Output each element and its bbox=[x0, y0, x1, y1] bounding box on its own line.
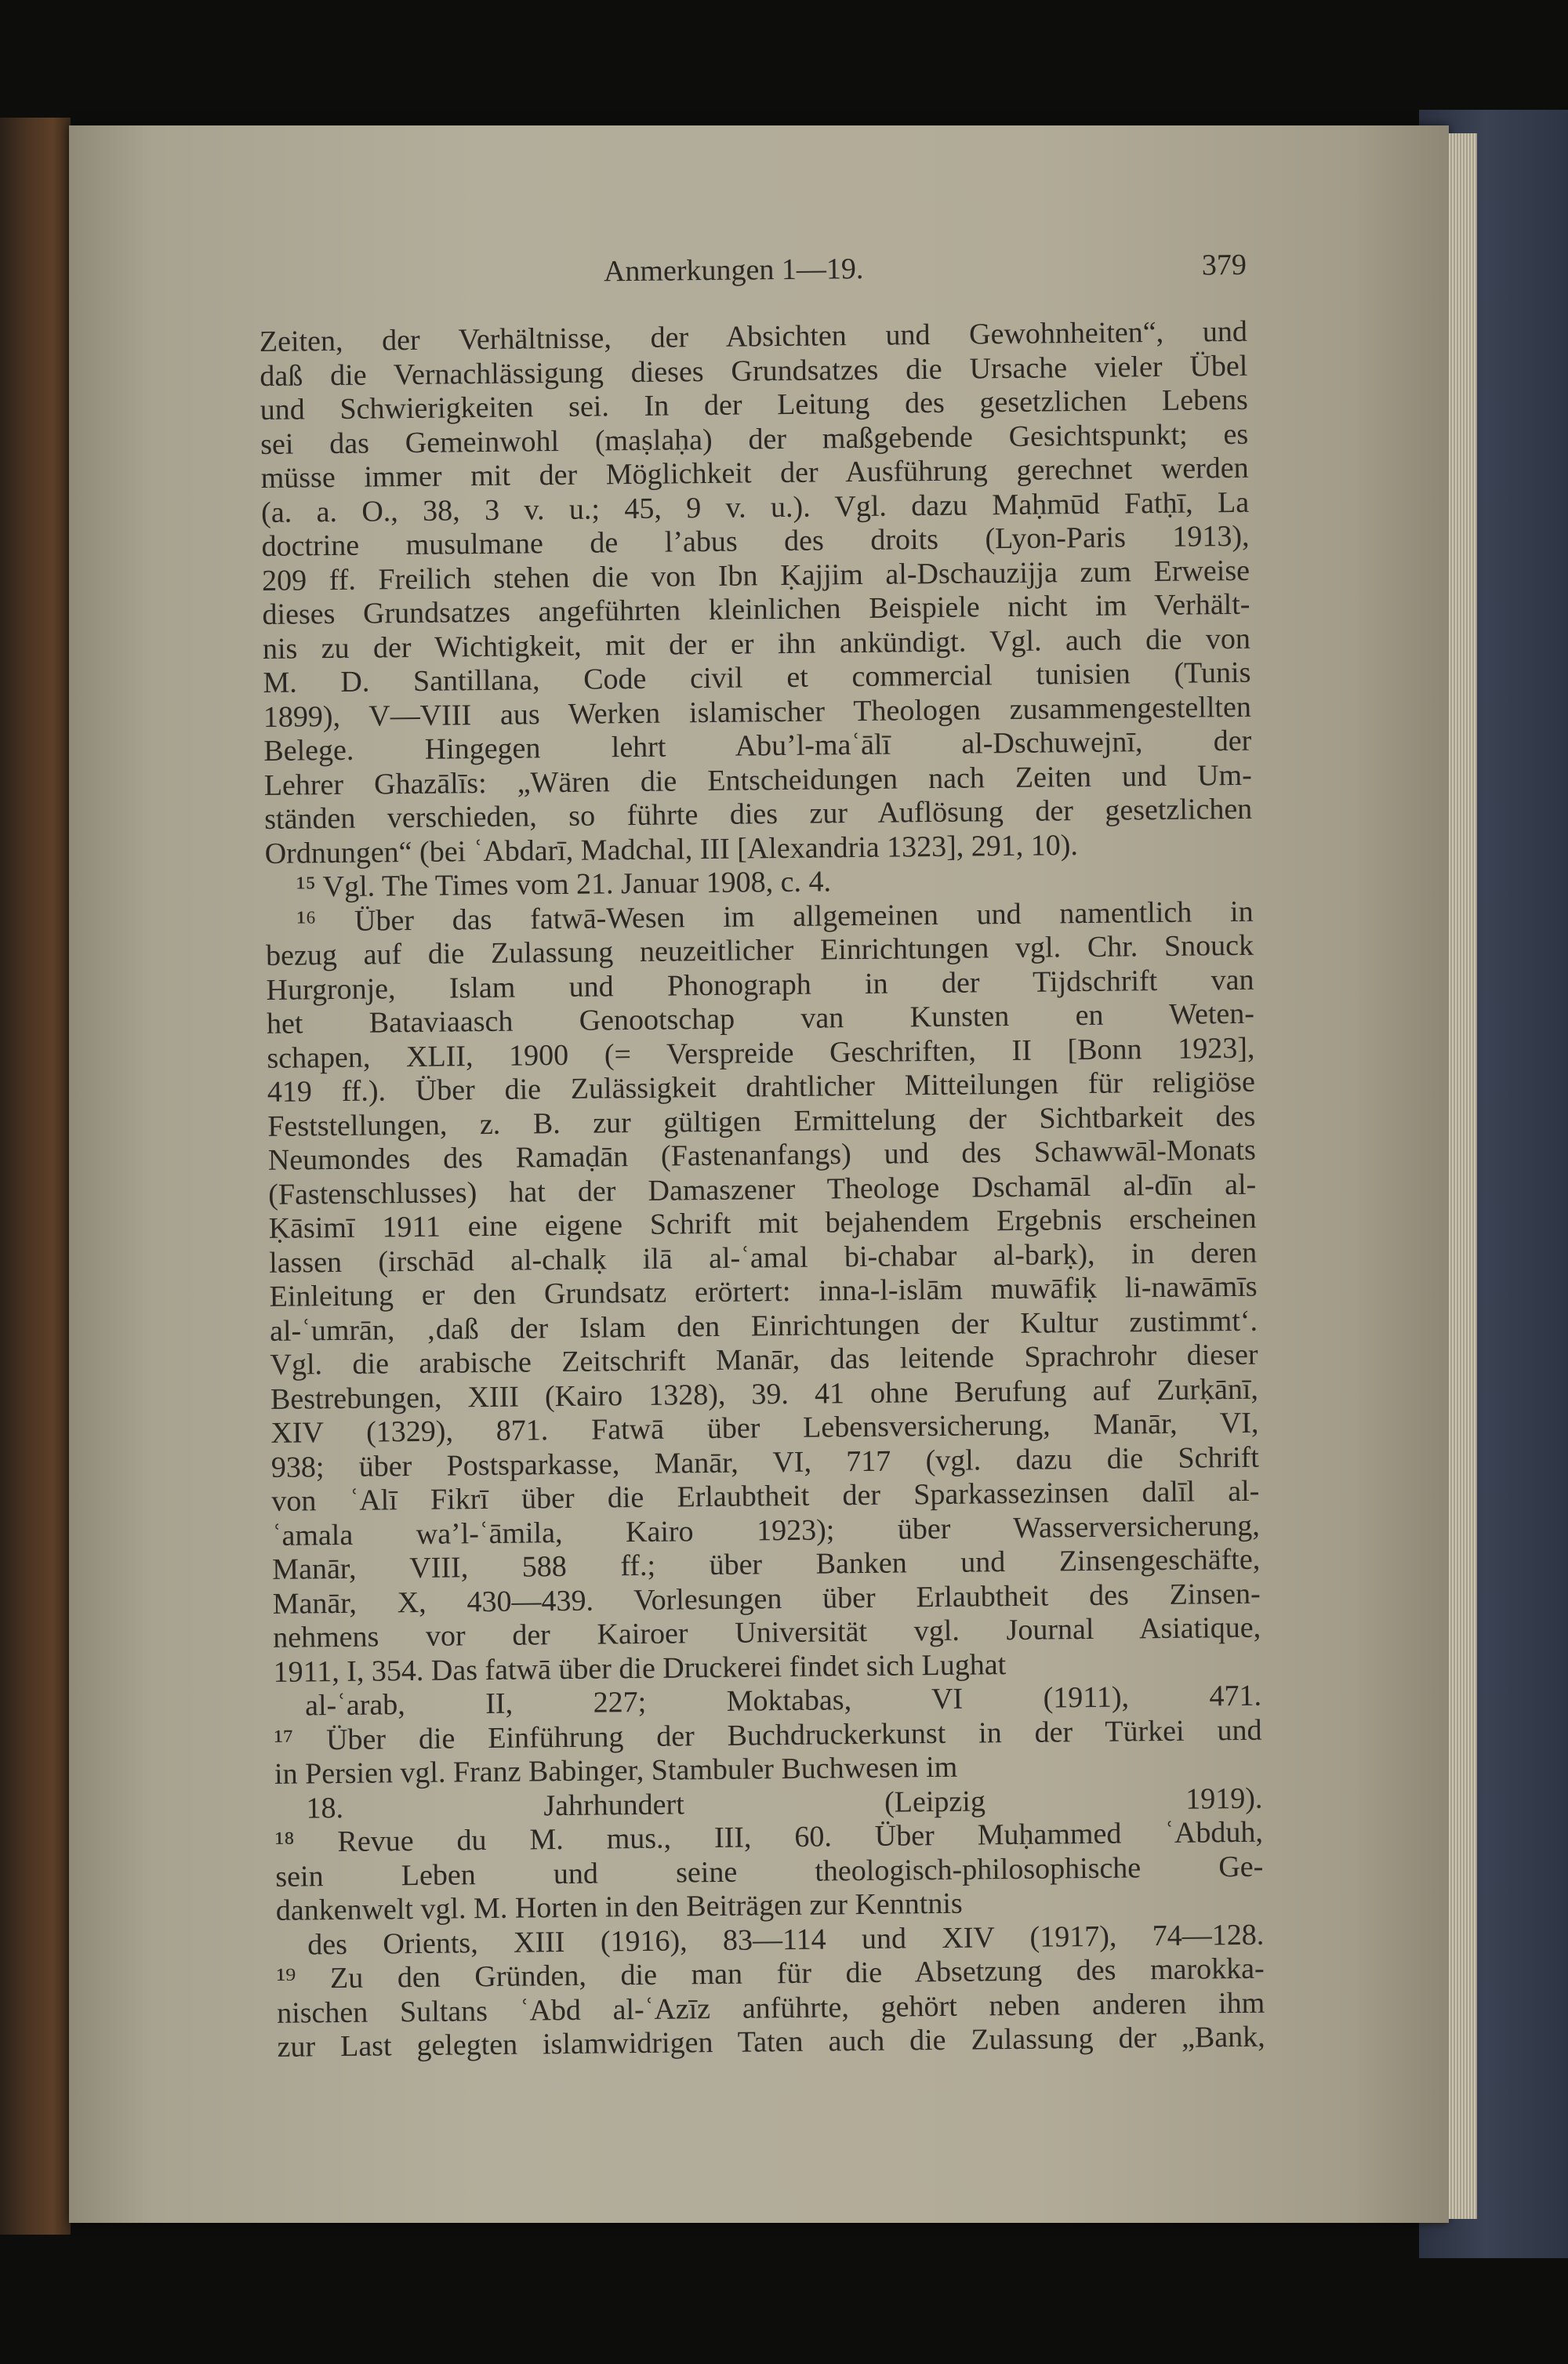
text-line: Lehrer Ghazālīs: „Wären die Entscheidungen nach Zeiten und Um- bbox=[263, 758, 1252, 802]
text-line: Hurgronje, Islam und Phonograph in der Tijdschrift van bbox=[266, 963, 1254, 1007]
text-line: ʿamala wa’l-ʿāmila, Kairo 1923); über Wasserversicherung, bbox=[271, 1509, 1260, 1552]
text-line: nis zu der Wichtigkeit, mit der er ihn ankündigt. Vgl. auch die von bbox=[262, 622, 1251, 666]
text-line: in Persien vgl. Franz Babinger, Stambuler Buchwesen im bbox=[274, 1750, 958, 1791]
text-line: 209 ff. Freilich stehen die von Ibn Ḳajjim al-Dschauzijja zum Erweise bbox=[261, 554, 1250, 597]
text-line: nehmens vor der Kairoer Universität vgl. Journal Asiatique, bbox=[272, 1610, 1261, 1654]
page-text-block bbox=[257, 115, 1265, 2064]
text-line: Manār, X, 430—439. Vorlesungen über Erlaubtheit des Zinsen- bbox=[272, 1577, 1261, 1621]
text-line: het Bataviaasch Genootschap van Kunsten en Weten- bbox=[266, 997, 1255, 1040]
book-cover-left bbox=[0, 118, 71, 2235]
text-line: Vgl. die arabische Zeitschrift Manār, das leitende Sprachrohr dieser bbox=[270, 1338, 1258, 1382]
footnote-body bbox=[260, 315, 1265, 2065]
text-line: Manār, VIII, 588 ff.; über Banken und Zinsengeschäfte, bbox=[272, 1542, 1261, 1586]
text-line: Belege. Hingegen lehrt Abu’l-maʿālī al-Dschuwejnī, der bbox=[263, 724, 1252, 768]
text-line: ¹⁸ Revue du M. mus., III, 60. Über Muḥammed ʿAbduh, bbox=[274, 1815, 1264, 1859]
text-line: nischen Sultans ʿAbd al-ʿAzīz anführte, gehört neben anderen ihm bbox=[276, 1986, 1265, 2030]
running-title: Anmerkungen 1—19. bbox=[603, 252, 864, 289]
text-line: schapen, XLII, 1900 (= Verspreide Geschriften, II [Bonn 1923], bbox=[267, 1031, 1255, 1075]
text-line: dankenwelt vgl. M. Horten in den Beiträgen zur Kenntnis bbox=[275, 1886, 963, 1927]
text-line: bezug auf die Zulassung neuzeitlicher Einrichtungen vgl. Chr. Snouck bbox=[265, 928, 1254, 972]
text-line: ¹⁷ Über die Einführung der Buchdruckerkunst in der Türkei und bbox=[274, 1713, 1262, 1757]
text-line: Ordnungen“ (bei ʿAbdarī, Madchal, III [Alexandria 1323], 291, 10). bbox=[264, 828, 1079, 870]
text-line: des Orients, XIII (1916), 83—114 und XIV (1917), 74—128. bbox=[307, 1918, 1265, 1961]
text-line: (a. a. O., 38, 3 v. u.; 45, 9 v. u.). Vgl. dazu Maḥmūd Fatḥī, La bbox=[260, 485, 1250, 529]
text-line: Bestrebungen, XIII (Kairo 1328), 39. 41 ohne Berufung auf Zurḳānī, bbox=[270, 1372, 1259, 1416]
text-line: lassen (irschād al-chalḳ ilā al-ʿamal bi-chabar al-barḳ), in deren bbox=[268, 1236, 1258, 1280]
text-line: von ʿAlī Fikrī über die Erlaubtheit der Sparkassezinsen dalīl al- bbox=[271, 1474, 1260, 1518]
text-line: doctrine musulmane de l’abus des droits (Lyon-Paris 1913), bbox=[261, 519, 1250, 563]
text-line: 938; über Postsparkasse, Manār, VI, 717 (vgl. dazu die Schrift bbox=[270, 1440, 1260, 1484]
text-line: Einleitung er den Grundsatz erörtert: inna-l-islām muwāfiḳ li-nawāmīs bbox=[269, 1269, 1258, 1313]
text-line: Neumondes des Ramaḍān (Fastenanfangs) und des Schawwāl-Monats bbox=[267, 1133, 1256, 1177]
text-line: 419 ff.). Über die Zulässigkeit drahtlicher Mitteilungen für religiöse bbox=[267, 1065, 1256, 1109]
text-line: sein Leben und seine theologisch-philosophische Ge- bbox=[275, 1850, 1264, 1894]
text-line: müsse immer mit der Möglichkeit der Ausführung gerechnet werden bbox=[260, 451, 1249, 495]
book-page bbox=[69, 125, 1449, 2223]
text-line: ¹⁶ Über das fatwā-Wesen im allgemeinen und namentlich in bbox=[296, 895, 1254, 939]
page-number: 379 bbox=[1201, 248, 1247, 282]
text-line: 1899), V—VIII aus Werken islamischer Theologen zusammengestellten bbox=[263, 690, 1252, 734]
text-line: M. D. Santillana, Code civil et commercial tunisien (Tunis bbox=[263, 655, 1251, 699]
text-line: Feststellungen, z. B. zur gültigen Ermittelung der Sichtbarkeit des bbox=[267, 1099, 1256, 1143]
text-line: 18. Jahrhundert (Leipzig 1919). bbox=[306, 1781, 1263, 1825]
text-line: (Fastenschlusses) hat der Damaszener Theologe Dschamāl al-dīn al- bbox=[268, 1167, 1257, 1211]
text-line: al-ʿarab, II, 227; Moktabas, VI (1911), 471. bbox=[304, 1679, 1262, 1723]
page-edges bbox=[1449, 133, 1477, 2219]
text-line: dieses Grundsatzes angeführten kleinlichen Beispiele nicht im Verhält- bbox=[262, 587, 1250, 631]
text-line: Zeiten, der Verhältnisse, der Absichten und Gewohnheiten“, und bbox=[259, 314, 1248, 358]
text-line: und Schwierigkeiten sei. In der Leitung des gesetzlichen Lebens bbox=[260, 383, 1248, 427]
text-line: ¹⁵ Vgl. The Times vom 21. Januar 1908, c. 4. bbox=[296, 865, 832, 904]
text-line: sei das Gemeinwohl (maṣlaḥa) der maßgebende Gesichtspunkt; es bbox=[260, 417, 1249, 461]
running-header bbox=[259, 249, 1247, 298]
text-line: XIV (1329), 871. Fatwā über Lebensversicherung, Manār, VI, bbox=[270, 1406, 1259, 1450]
text-line: Ḳāsimī 1911 eine eigene Schrift mit bejahendem Ergebnis erscheinen bbox=[268, 1201, 1257, 1245]
text-line: zur Last gelegten islamwidrigen Taten auch die Zulassung der „Bank, bbox=[277, 2020, 1265, 2064]
text-line: 1911, I, 354. Das fatwā über die Druckerei findet sich Lughat bbox=[273, 1647, 1007, 1689]
text-line: ¹⁹ Zu den Gründen, die man für die Absetzung des marokka- bbox=[276, 1952, 1265, 1995]
text-line: ständen verschieden, so führte dies zur Auflösung der gesetzlichen bbox=[264, 792, 1253, 836]
text-line: daß die Vernachlässigung dieses Grundsatzes die Ursache vieler Übel bbox=[260, 349, 1248, 393]
text-line: al-ʿumrān, ‚daß der Islam den Einrichtungen der Kultur zustimmt‘. bbox=[269, 1304, 1258, 1348]
